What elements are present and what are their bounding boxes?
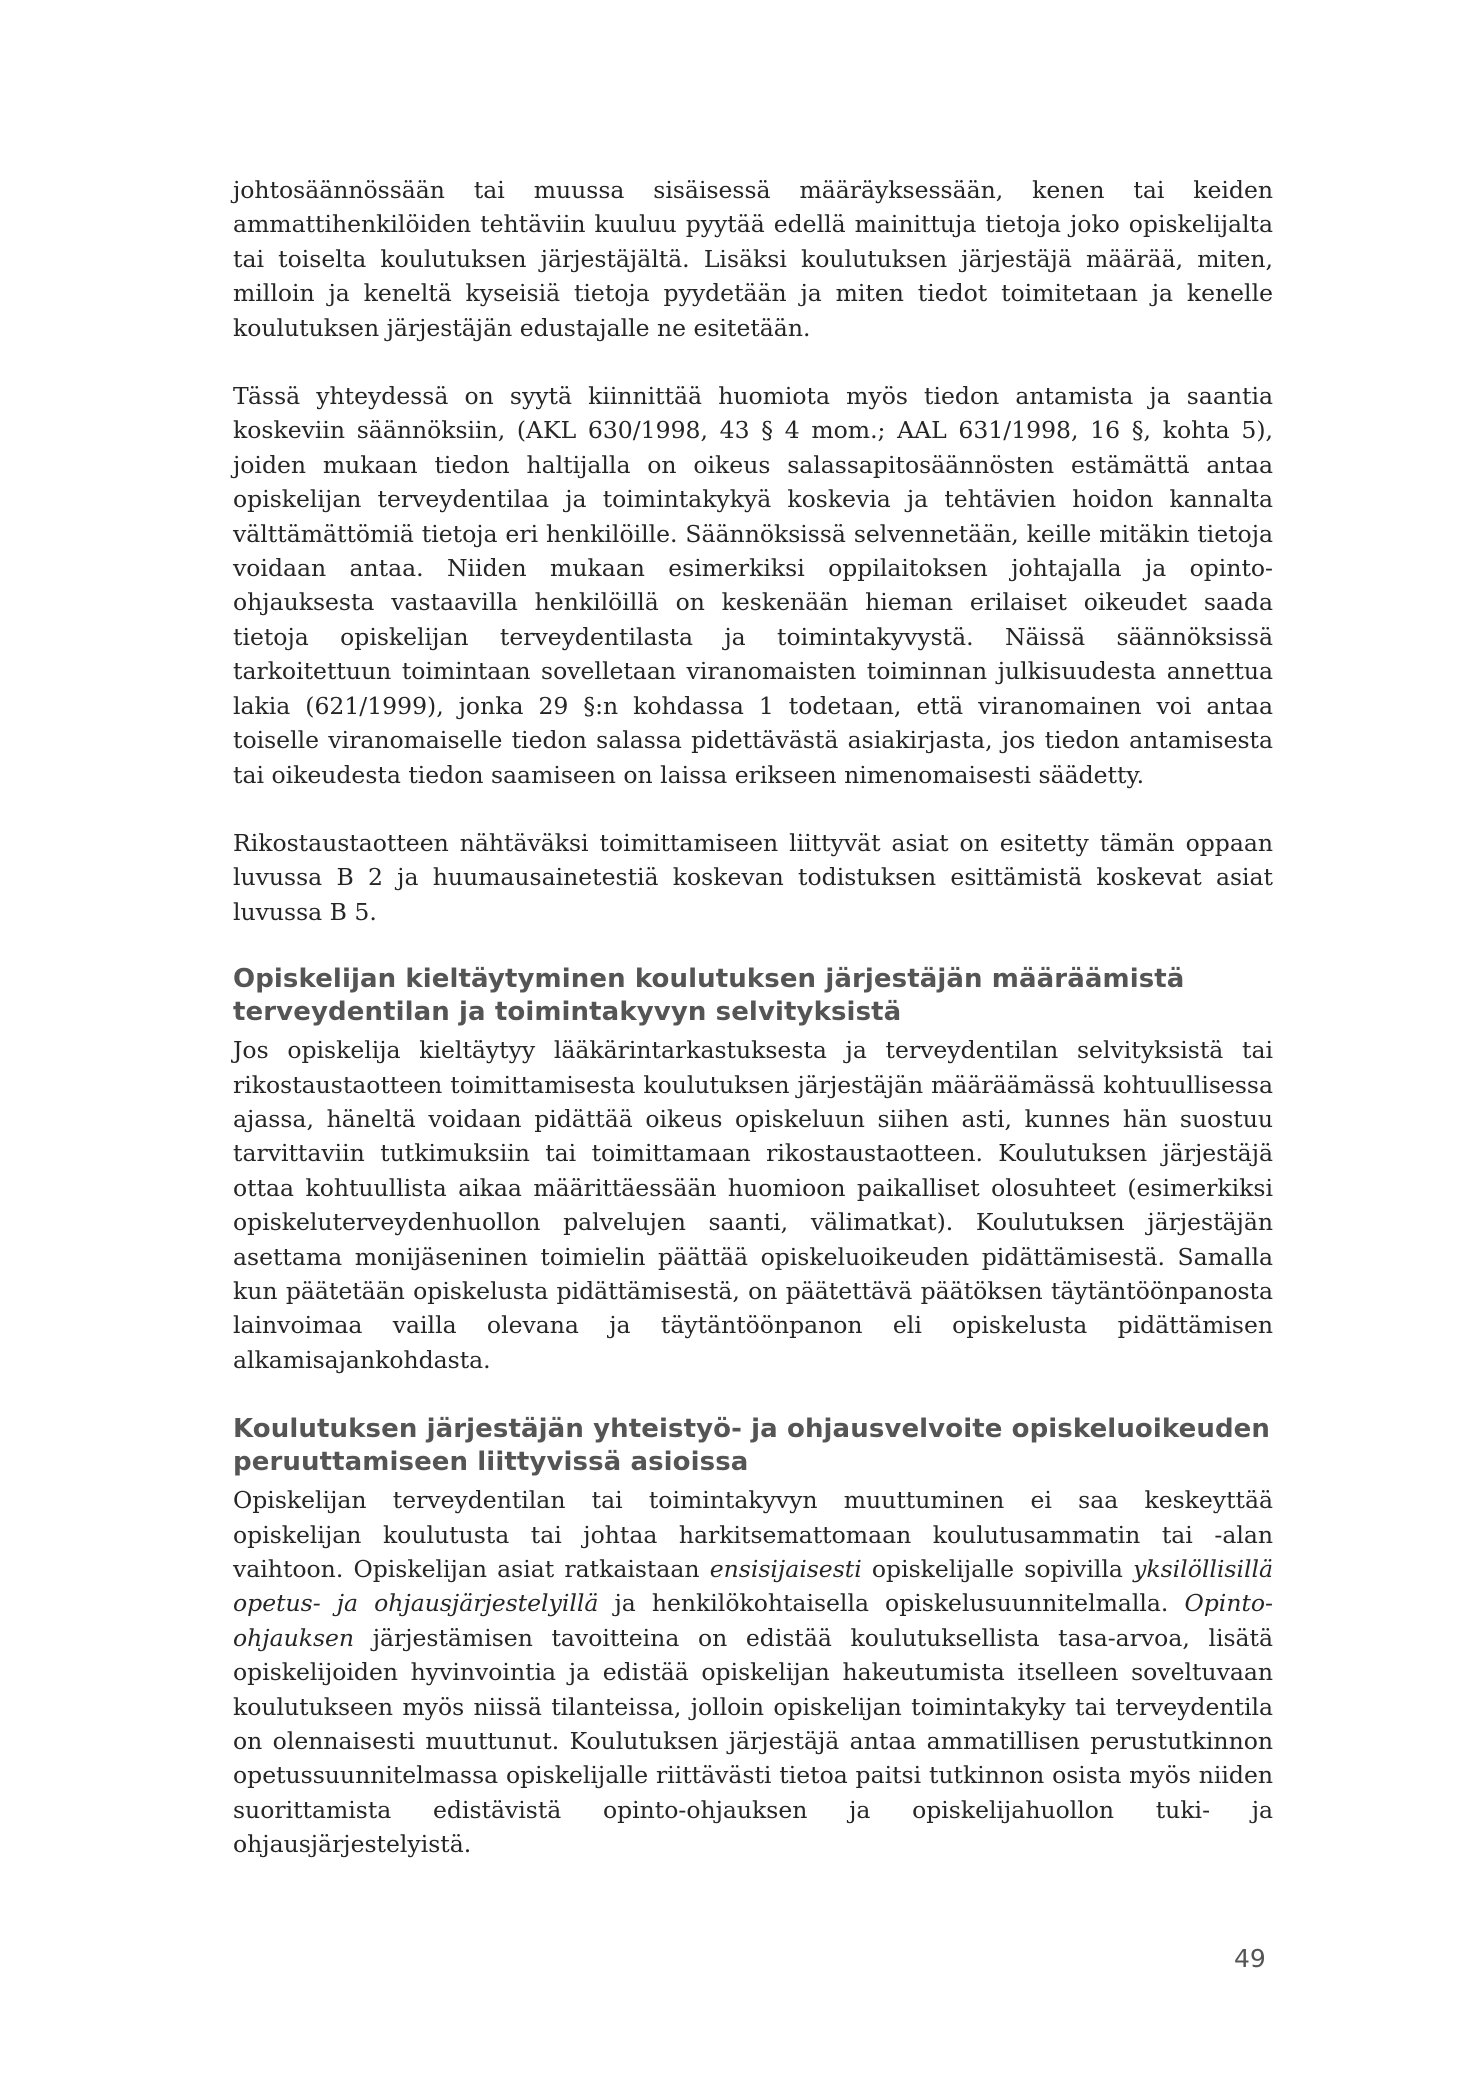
paragraph-4: Jos opiskelija kieltäytyy lääkärintarkastuksesta ja terveydentilan selvityksistä tai rikostaustaotteen toimittamisesta koulutuksen järjestäjän määräämässä kohtuullisessa ajassa, häneltä voidaan pidättää oikeus opiskeluun siihen asti, kunnes hän suostuu tarvittaviin tutkimuksiin tai toimittamaan rikostaustaotteen. Koulutuksen järjestäjä ottaa kohtuullista aikaa määrittäessään huomioon paikalliset olosuhteet (esimerkiksi opiskeluterveydenhuollon palvelujen saanti, välimatkat). Koulutuksen järjestäjän asettama monijäseninen toimielin päättää opiskeluoikeuden pidättämisestä. Samalla kun päätetään opiskelusta pidättämisestä, on päätettävä päätöksen täytäntöönpanosta lainvoimaa vailla olevana ja täytäntöönpanon eli opiskelusta pidättämisen alkamisajankohdasta. — [233, 1036, 1273, 1374]
page-number: 49 — [1234, 1944, 1266, 1973]
paragraph-5 — [233, 1483, 1273, 1861]
paragraph-5-text: opiskelijalle sopivilla — [861, 1555, 1134, 1583]
paragraph-1: johtosäännössään tai muussa sisäisessä määräyksessään, kenen tai keiden ammattihenkilöiden tehtäviin kuuluu pyytää edellä mainittuja tietoja joko opiskelijalta tai toiselta koulutuksen järjestäjältä. Lisäksi koulutuksen järjestäjä määrää, miten, milloin ja keneltä kyseisiä tietoja pyydetään ja miten tiedot toimitetaan ja kenelle koulutuksen järjestäjän edustajalle ne esitetään. — [233, 176, 1273, 342]
paragraph-2: Tässä yhteydessä on syytä kiinnittää huomiota myös tiedon antamista ja saantia koskeviin säännöksiin, (AKL 630/1998, 43 § 4 mom.; AAL 631/1998, 16 §, kohta 5), joiden mukaan tiedon haltijalla on oikeus salassapitosäännösten estämättä antaa opiskelijan terveydentilaa ja toimintakykyä koskevia ja tehtävien hoidon kannalta välttämättömiä tietoja eri henkilöille. Säännöksissä selvennetään, keille mitäkin tietoja voidaan antaa. Niiden mukaan esimerkiksi oppilaitoksen johtajalla ja opinto-ohjauksesta vastaavilla henkilöillä on keskenään hieman erilaiset oikeudet saada tietoja opiskelijan terveydentilasta ja toimintakyvystä. Näissä säännöksissä tarkoitettuun toimintaan sovelletaan viranomaisten toiminnan julkisuudesta annettua lakia (621/1999), jonka 29 §:n kohdassa 1 todetaan, että viranomainen voi antaa toiselle viranomaiselle tiedon salassa pidettävästä asiakirjasta, jos tiedon antamisesta tai oikeudesta tiedon saamiseen on laissa erikseen nimenomaisesti säädetty. — [233, 382, 1273, 789]
paragraph-5-italic-primarily: ensisijaisesti — [709, 1555, 862, 1583]
paragraph-5-text: Opiskelijan terveydentilan tai toimintakyvyn muuttuminen ei saa keskeyttää opiskelijan koulutusta tai johtaa harkitsemattomaan koulutusammatin tai -alan vaihtoon. Opiskelijan asiat ratkaistaan — [233, 1486, 1273, 1583]
paragraph-5-text: ja henkilökohtaisella opiskelusuunnitelmalla. — [598, 1589, 1185, 1618]
paragraph-3: Rikostaustaotteen nähtäväksi toimittamiseen liittyvät asiat on esitetty tämän oppaan luvussa B 2 ja huumausainetestiä koskevan todistuksen esittämistä koskevat asiat luvussa B 5. — [233, 828, 1273, 926]
section-heading-refusal: Opiskelijan kieltäytyminen koulutuksen järjestäjän määräämistä terveydentilan ja toimintakyvyn selvityksistä — [233, 964, 1185, 1028]
paragraph-5-italic-arrangements: yksilöllisillä opetus- ja ohjausjärjestelyillä — [233, 1555, 1274, 1618]
page-body — [233, 173, 1273, 1862]
section-heading-cooperation: Koulutuksen järjestäjän yhteistyö- ja ohjausvelvoite opiskeluoikeuden peruuttamiseen liittyvissä asioissa — [233, 1414, 1270, 1478]
paragraph-5-italic-guidance: Opinto-ohjauksen — [233, 1589, 1273, 1652]
paragraph-5-text: järjestämisen tavoitteina on edistää koulutuksellista tasa-arvoa, lisätä opiskelijoiden hyvinvointia ja edistää opiskelijan hakeutumista itselleen soveltuvaan koulutukseen myös niissä tilanteissa, jolloin opiskelijan toimintakyky tai terveydentila on olennaisesti muuttunut. Koulutuksen järjestäjä antaa ammatillisen perustutkinnon opetussuunnitelmassa opiskelijalle riittävästi tietoa paitsi tutkinnon osista myös niiden suorittamista edistävistä opinto-ohjauksen ja opiskelijahuollon tuki- ja ohjausjärjestelyistä. — [233, 1623, 1273, 1859]
